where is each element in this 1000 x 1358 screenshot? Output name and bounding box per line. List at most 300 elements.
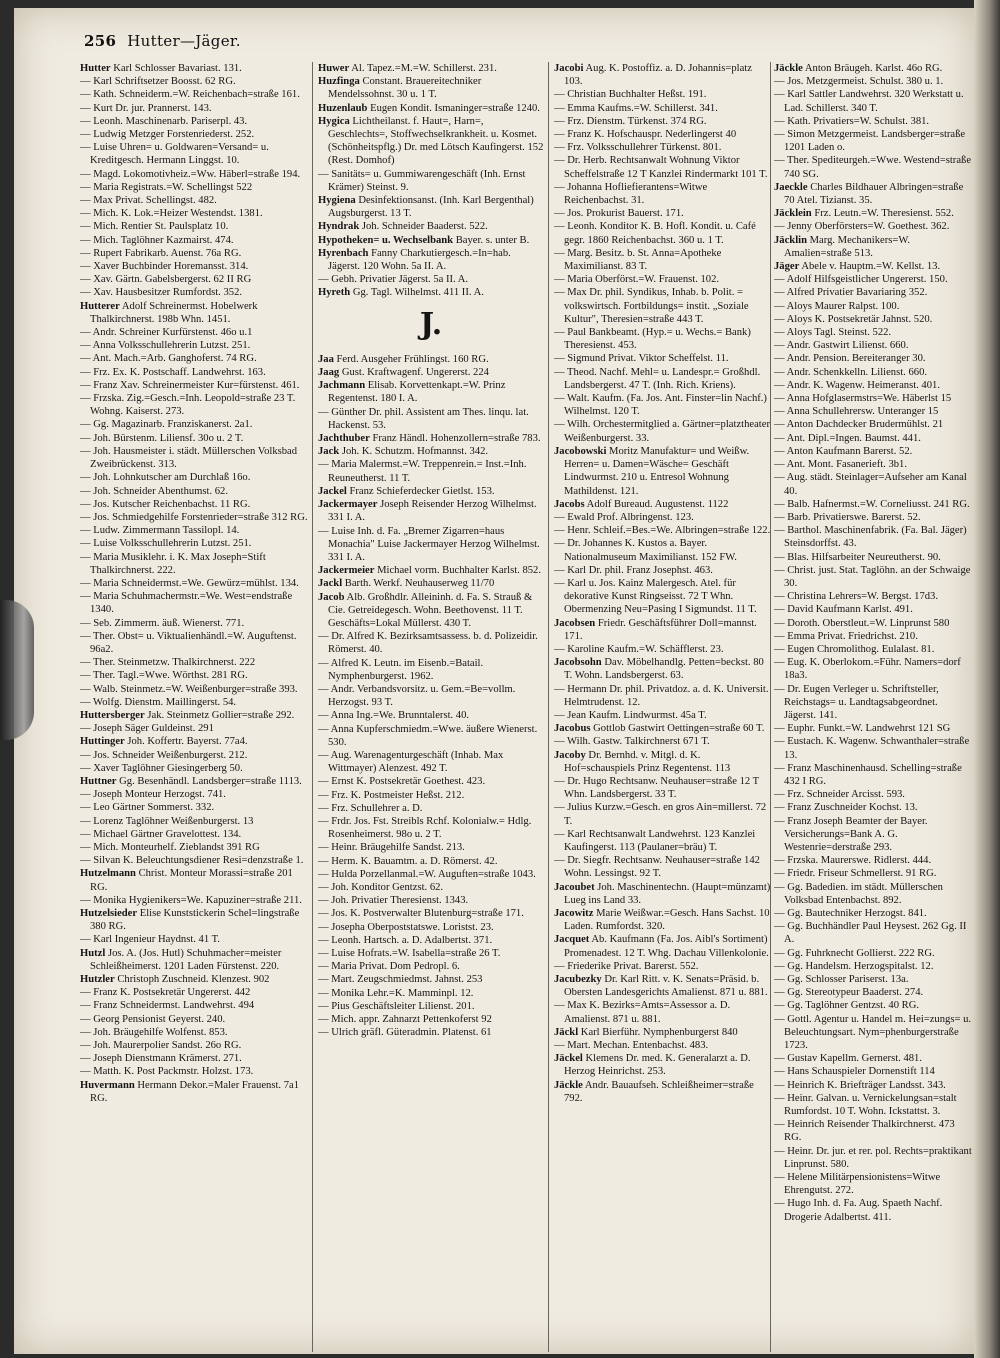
directory-entry <box>774 1052 972 1065</box>
entry-text: — Jenny Oberförsters=W. Goethest. 362. <box>774 221 950 233</box>
entry-text: Klemens Dr. med. K. Generalarzt a. D. Herzog Heinrichst. 253. <box>564 1053 751 1078</box>
entry-surname: Jäckle <box>554 1079 583 1091</box>
entry-text: Christoph Zuschneid. Klenzest. 902 <box>114 974 270 986</box>
directory-entry <box>80 590 308 616</box>
directory-entry <box>318 498 544 524</box>
directory-entry <box>774 735 972 761</box>
directory-entry <box>80 551 308 577</box>
entry-text: — Jos. K. Postverwalter Blutenburg=straße 171. <box>318 908 524 920</box>
entry-text: — Anna Kupferschmiedm.=Wwe. äußere Wienerst. 530. <box>318 723 538 748</box>
directory-entry <box>774 999 972 1012</box>
entry-text: — Maria Musiklehr. i. K. Max Joseph=Stift Thalkirchnerst. 222. <box>80 551 266 576</box>
directory-entry <box>318 749 544 775</box>
entry-surname: Jäcklein <box>774 208 812 220</box>
entry-text: — Max K. Bezirks=Amts=Assessor a. D. Amalienst. 871 u. 881. <box>554 1000 731 1025</box>
directory-entry <box>318 194 544 220</box>
directory-entry <box>318 102 544 115</box>
entry-text: — Leonh. Hartsch. a. D. Adalbertst. 371. <box>318 934 493 946</box>
directory-entry <box>774 234 972 260</box>
directory-entry <box>80 735 308 748</box>
directory-entry <box>774 445 972 458</box>
directory-entry <box>774 1171 972 1197</box>
entry-text: — Andr. Gastwirt Lilienst. 660. <box>774 340 909 352</box>
directory-entry <box>80 1065 308 1078</box>
entry-text: — David Kaufmann Karlst. 491. <box>774 604 913 616</box>
directory-entry <box>554 854 772 880</box>
entry-surname: Jachmann <box>318 380 366 392</box>
entry-text: — Joh. Lohnkutscher am Durchlaß 16o. <box>80 472 251 484</box>
entry-text: — Walt. Kaufm. (Fa. Jos. Ant. Finster=lin Nachf.) Wilhelmst. 120 T. <box>554 393 767 418</box>
entry-text: — Andr. K. Wagenw. Heimeranst. 401. <box>774 379 940 391</box>
directory-entry <box>774 339 972 352</box>
entry-text: Fanny Charkutiergesch.=In=hab. Jägerst. 120 Wohn. 5a II. A. <box>328 247 511 273</box>
entry-text: — Pius Geschäftsleiter Lilienst. 201. <box>318 1000 475 1012</box>
entry-surname: Jäckl <box>554 1026 579 1038</box>
entry-text: Lichtheilanst. f. Haut=, Harn=, Geschlechts=, Stoffwechselkrankheit. u. Kosmet. (Schönheitspflg.) Dr. med Lötsch Kaufingerst. 152 (Rest. Domhof) <box>328 115 544 167</box>
entry-text: — Eustach. K. Wagenw. Schwanthaler=straße 13. <box>774 736 970 761</box>
entry-text: Joh. Schneider Baaderst. 522. <box>359 221 488 233</box>
directory-entry <box>774 366 972 379</box>
entry-text: — Joh. Konditor Gentzst. 62. <box>318 881 444 893</box>
entry-text: — Kurt Dr. jur. Prannerst. 143. <box>80 102 212 114</box>
entry-surname: Jacob <box>318 591 345 603</box>
directory-entry <box>554 352 772 365</box>
directory-entry <box>80 867 308 893</box>
entry-text: — Andr. Verbandsvorsitz. u. Gem.=Be=vollm. Herzogst. 93 T. <box>318 683 516 709</box>
entry-text: — Heinr. Galvan. u. Vernickelungsan=stalt Rumfordst. 10 T. Wohn. Ickstattst. 3. <box>774 1092 957 1118</box>
directory-entry <box>80 366 308 379</box>
entry-text: Ab. Kaufmann (Fa. Jos. Aibl's Sortiment) Promenadest. 12 T. Whg. Dachau Villenkolonie. <box>564 934 769 959</box>
entry-surname: Jacobsen <box>554 617 596 629</box>
entry-text: — Matth. K. Post Packmstr. Holzst. 173. <box>80 1066 254 1078</box>
directory-entry <box>80 1026 308 1039</box>
directory-entry <box>774 722 972 735</box>
entry-text: — Sigmund Privat. Viktor Scheffelst. 11. <box>554 353 729 365</box>
entry-surname: Jäcklin <box>774 234 807 246</box>
directory-entry <box>774 313 972 326</box>
entry-text: — Anton Dachdecker Brudermühlst. 21 <box>774 419 944 431</box>
entry-text: — Christian Buchhalter Heßst. 191. <box>554 89 707 101</box>
directory-entry <box>774 326 972 339</box>
directory-entry <box>80 247 308 260</box>
directory-entry <box>80 775 308 788</box>
column-2 <box>318 62 544 1039</box>
directory-entry <box>774 128 972 154</box>
entry-text: — Ernst K. Postsekretär Goethest. 423. <box>318 776 486 788</box>
entry-text: Moritz Manufaktur= und Weißw. Herren= u. Damen=Wäsche= Geschäft Lindwurmst. 210 u. Entresol Wohnung Mathildenst. 121. <box>564 445 750 497</box>
directory-entry <box>318 855 544 868</box>
directory-entry <box>774 1118 972 1144</box>
directory-entry <box>318 445 544 458</box>
entry-surname: Jacobi <box>554 63 584 74</box>
entry-surname: Hutzelsieder <box>80 908 138 919</box>
directory-entry <box>80 352 308 365</box>
directory-entry <box>554 511 772 524</box>
entry-text: — Maria Malermst.=W. Treppenrein.= Inst.=Inh. Reuneutherst. 11 T. <box>318 459 527 484</box>
entry-text: — Heinr. Dr. jur. et rer. pol. Rechts=praktikant Linprunst. 580. <box>774 1145 972 1170</box>
directory-entry <box>80 1013 308 1026</box>
directory-entry <box>774 418 972 431</box>
entry-text: — Alfred Privatier Bavariaring 352. <box>774 287 928 299</box>
directory-entry <box>774 1065 972 1078</box>
directory-entry <box>80 986 308 999</box>
entry-text: — Frz. Schullehrer a. D. <box>318 802 423 814</box>
entry-text: — Kath. Privatiers=W. Schulst. 381. <box>774 115 930 127</box>
entry-text: — Frz. Volksschullehrer Türkenst. 801. <box>554 142 722 154</box>
entry-text: — Leonh. Konditor K. B. Hofl. Kondit. u. Café gegr. 1860 Reichenbachst. 360 u. 1 T. <box>554 221 756 246</box>
entry-text: — Dr. Siegfr. Rechtsanw. Neuhauser=straße 142 Wohn. Lessingst. 92 T. <box>554 855 760 880</box>
page-title: Hutter—Jäger. <box>127 32 241 50</box>
directory-entry <box>318 815 544 841</box>
directory-entry <box>318 921 544 934</box>
entry-text: Andr. Bauaufseh. Schleißheimer=straße 792. <box>564 1079 754 1104</box>
entry-text: — Gg. Taglöhner Gentzst. 40 RG. <box>774 1000 920 1012</box>
directory-entry <box>554 973 772 999</box>
directory-entry <box>318 987 544 1000</box>
directory-entry <box>318 525 544 565</box>
entry-text: — Joseph Monteur Herzogst. 741. <box>80 789 226 801</box>
directory-entry <box>80 418 308 431</box>
entry-text: — Herm. K. Bauamtm. a. D. Römerst. 42. <box>318 855 498 867</box>
entry-text: — Magd. Lokomotivheiz.=Ww. Häberl=straße 194. <box>80 168 301 180</box>
directory-entry <box>554 1026 772 1039</box>
entry-text: — Hans Schauspieler Dornenstift 114 <box>774 1066 935 1078</box>
binder-clip <box>0 600 34 740</box>
directory-entry <box>80 973 308 986</box>
entry-text: Jos. A. (Jos. Hutl) Schuhmacher=meister Schleißheimerst. 1201 Laden Fürstenst. 220. <box>90 947 282 972</box>
entry-text: Alb. Großhdlr. Alleininh. d. Fa. S. Strauß & Cie. Getreidegesch. Wohn. Beethovenst. 11 T. Geschäfts=Lokal Müllerst. 430 T. <box>328 591 533 629</box>
directory-entry <box>774 379 972 392</box>
directory-entry <box>318 973 544 986</box>
column-divider <box>770 62 771 1352</box>
entry-text: — Anna Schullehrersw. Unteranger 15 <box>774 406 939 418</box>
entry-text: — Frz. Schneider Arcisst. 593. <box>774 789 905 801</box>
entry-text: — Wilh. Orchestermitglied a. Gärtner=platztheater Weißenburgerst. 33. <box>554 419 770 444</box>
entry-text: — Frdr. Jos. Fst. Streibls Rchf. Kolonialw.= Hdlg. Rosenheimerst. 98o u. 2 T. <box>318 815 532 841</box>
entry-text: Bayer. s. unter B. <box>453 234 530 246</box>
entry-text: — Jos. Kutscher Reichenbachst. 11 RG. <box>80 498 251 510</box>
directory-entry <box>80 630 308 656</box>
directory-entry <box>80 286 308 299</box>
directory-entry <box>774 564 972 590</box>
directory-entry <box>774 881 972 907</box>
entry-text: — Maria Schuhmachermstr.=We. West=endstraße 1340. <box>80 591 293 616</box>
directory-entry <box>80 894 308 907</box>
entry-surname: Hutter <box>80 63 111 74</box>
entry-text: — Wolfg. Dienstm. Maillingerst. 54. <box>80 696 237 708</box>
directory-entry <box>554 154 772 180</box>
directory-entry <box>774 392 972 405</box>
directory-entry <box>554 683 772 709</box>
directory-entry <box>318 366 544 379</box>
entry-text: — Jos. Metzgermeist. Schulst. 380 u. 1. <box>774 76 944 88</box>
directory-entry <box>80 709 308 722</box>
entry-text: Michael vorm. Buchhalter Karlst. 852. <box>374 565 541 577</box>
directory-entry <box>774 498 972 511</box>
directory-entry <box>554 656 772 682</box>
directory-entry <box>554 749 772 775</box>
directory-entry <box>774 524 972 550</box>
entry-text: — Ther. Spediteurgeh.=Wwe. Westend=straße 740 SG. <box>774 155 972 180</box>
entry-text: — Silvan K. Beleuchtungsdiener Resi=denzstraße 1. <box>80 855 304 867</box>
directory-entry <box>80 669 308 682</box>
entry-text: — Emma Kaufms.=W. Schillerst. 341. <box>554 102 718 114</box>
directory-entry <box>80 75 308 88</box>
entry-text: Karl Schlosser Bavariast. 131. <box>110 63 242 74</box>
entry-text: — Luise Inh. d. Fa. „Bremer Zigarren=haus Monachia" Luise Jackermayer Herzog Wilhelmst. 331 I. A. <box>318 525 540 563</box>
entry-text: — Anton Kaufmann Barerst. 52. <box>774 445 913 457</box>
entry-text: Friedr. Geschäftsführer Doll=mannst. 171. <box>564 617 757 642</box>
directory-entry <box>554 617 772 643</box>
entry-text: — Gg. Stereotypeur Baaderst. 274. <box>774 987 924 999</box>
entry-text: — Maria Registrats.=W. Schellingst 522 <box>80 181 253 193</box>
entry-text: Charles Bildhauer Albringen=straße 70 Atel. Tizianst. 35. <box>784 181 964 207</box>
directory-entry <box>80 102 308 115</box>
directory-entry <box>554 881 772 907</box>
entry-surname: Jaeckle <box>774 181 808 193</box>
directory-entry <box>318 683 544 709</box>
directory-entry <box>80 181 308 194</box>
directory-entry <box>554 1039 772 1052</box>
entry-text: Jak. Steinmetz Gollier=straße 292. <box>144 709 295 721</box>
directory-entry <box>774 683 972 723</box>
directory-entry <box>318 458 544 484</box>
entry-text: — Karl Ingenieur Haydnst. 41 T. <box>80 934 220 946</box>
entry-text: — Balb. Hafnermst.=W. Corneliusst. 241 RG. <box>774 498 970 510</box>
directory-entry <box>774 273 972 286</box>
column-divider <box>548 62 549 1352</box>
entry-text: Gg. Tagl. Wilhelmst. 411 II. A. <box>350 287 484 299</box>
entry-text: — Heinr. Bräugehilfe Sandst. 213. <box>318 842 465 854</box>
directory-entry <box>318 432 544 445</box>
entry-text: — Joseph Säger Guldeinst. 291 <box>80 723 214 735</box>
directory-entry <box>80 326 308 339</box>
entry-text: — Max Privat. Schellingst. 482. <box>80 195 217 207</box>
directory-entry <box>554 524 772 537</box>
entry-text: — Adolf Hilfsgeistlicher Ungererst. 150. <box>774 274 948 286</box>
entry-text: — Xav. Hausbesitzer Rumfordst. 352. <box>80 287 243 299</box>
entry-text: — Xaver Buchbinder Horemansst. 314. <box>80 261 249 273</box>
entry-surname: Hygiena <box>318 195 356 207</box>
directory-entry <box>554 247 772 273</box>
entry-text: — Friedr. Friseur Schmellerst. 91 RG. <box>774 868 937 880</box>
directory-entry <box>554 181 772 207</box>
directory-entry <box>554 933 772 959</box>
entry-text: — Maria Schneidermst.=We. Gewürz=mühlst. 134. <box>80 577 299 589</box>
directory-entry <box>774 617 972 630</box>
entry-text: — Leonh. Maschinenarb. Pariserpl. 43. <box>80 115 248 127</box>
entry-text: Karl Bierführ. Nymphenburgerst 840 <box>578 1026 738 1038</box>
entry-text: — Emma Privat. Friedrichst. 210. <box>774 630 918 642</box>
entry-surname: Jacobus <box>554 723 591 735</box>
directory-entry <box>80 339 308 352</box>
directory-entry <box>80 485 308 498</box>
entry-text: — Joh. Bürstenm. Liliensf. 30o u. 2 T. <box>80 432 244 444</box>
entry-text: — Aloys K. Postsekretär Jahnst. 520. <box>774 313 933 325</box>
entry-surname: Huzfinga <box>318 76 360 88</box>
entry-text: Elisab. Korvettenkapt.=W. Prinz Regentenst. 180 I. A. <box>328 380 506 405</box>
directory-entry <box>554 115 772 128</box>
entry-text: Eugen Kondit. Ismaninger=straße 1240. <box>367 102 540 114</box>
entry-text: Gust. Kraftwagenf. Ungererst. 224 <box>339 367 489 379</box>
entry-text: — Karl Sattler Landwehrst. 320 Werkstatt u. Lad. Schillerst. 340 T. <box>774 89 964 114</box>
entry-text: — Walb. Steinmetz.=W. Weißenburger=straße 393. <box>80 683 298 695</box>
directory-entry <box>80 62 308 75</box>
directory-entry <box>774 511 972 524</box>
entry-text: — Wilh. Gastw. Talkirchnerst 671 T. <box>554 736 710 748</box>
directory-entry <box>774 973 972 986</box>
entry-surname: Huzenlaub <box>318 102 368 114</box>
directory-entry <box>554 828 772 854</box>
entry-text: — Gg. Badedien. im städt. Müllerschen Volksbad Entenbachst. 892. <box>774 881 943 906</box>
directory-entry <box>318 1013 544 1026</box>
directory-entry <box>80 141 308 167</box>
entry-text: Gottlob Gastwirt Oettingen=straße 60 T. <box>590 723 765 735</box>
entry-text: — Franz K. Hofschauspr. Nederlingerst 40 <box>554 129 737 141</box>
entry-text: — Franz Maschinenhausd. Schelling=straße 432 I RG. <box>774 762 962 787</box>
directory-entry <box>80 260 308 273</box>
directory-entry <box>80 1052 308 1065</box>
entry-surname: Hutterer <box>80 300 120 312</box>
page-header <box>84 32 241 50</box>
entry-surname: Jackl <box>318 578 343 590</box>
directory-entry <box>554 445 772 498</box>
entry-text: — Christina Lehrers=W. Bergst. 17d3. <box>774 591 938 603</box>
directory-entry <box>318 273 544 286</box>
directory-page <box>14 8 974 1354</box>
entry-text: Joh. K. Schutzm. Hofmannst. 342. <box>339 446 489 458</box>
entry-text: — Frzska. Maurerswe. Ridlerst. 444. <box>774 855 932 867</box>
entry-surname: Hutzl <box>80 947 106 959</box>
entry-text: — Blas. Hilfsarbeiter Neureutherst. 90. <box>774 551 941 563</box>
column-1 <box>80 62 308 1105</box>
directory-entry <box>774 88 972 114</box>
directory-entry <box>554 722 772 735</box>
entry-text: — Leo Gärtner Sommerst. 332. <box>80 802 215 814</box>
entry-text: Desinfektionsanst. (Inh. Karl Bergenthal) Augsburgerst. 13 T. <box>328 195 534 220</box>
entry-surname: Hyreth <box>318 287 351 299</box>
column-divider <box>312 62 313 1352</box>
entry-text: — Dr. Herb. Rechtsanwalt Wohnung Viktor Scheffelstraße 12 T Kanzlei Rindermarkt 101 T. <box>554 155 768 180</box>
directory-entry <box>554 1079 772 1105</box>
directory-entry <box>318 868 544 881</box>
directory-entry <box>318 947 544 960</box>
entry-surname: Hutzelmann <box>80 868 136 880</box>
directory-entry <box>318 630 544 656</box>
directory-entry <box>318 485 544 498</box>
section-letter: J. <box>419 306 443 342</box>
directory-entry <box>774 788 972 801</box>
directory-entry <box>318 379 544 405</box>
directory-entry <box>80 1039 308 1052</box>
entry-text: — Günther Dr. phil. Assistent am Thes. linqu. lat. Hackenst. 53. <box>318 406 529 431</box>
directory-entry <box>318 353 544 366</box>
directory-entry <box>80 815 308 828</box>
entry-text: Ferd. Ausgeher Frühlingst. 160 RG. <box>333 353 489 365</box>
directory-entry <box>80 907 308 933</box>
directory-entry <box>774 815 972 855</box>
entry-text: — Mart. Mechan. Entenbachst. 483. <box>554 1040 709 1052</box>
entry-text: — Georg Pensionist Geyerst. 240. <box>80 1013 226 1025</box>
directory-entry <box>80 379 308 392</box>
directory-entry <box>554 418 772 444</box>
directory-entry <box>80 432 308 445</box>
entry-text: — Seb. Zimmerm. äuß. Wienerst. 771. <box>80 617 245 629</box>
entry-text: — Barb. Privatierswe. Barerst. 52. <box>774 511 921 523</box>
entry-surname: Jacoubet <box>554 881 595 893</box>
directory-entry <box>554 1052 772 1078</box>
entry-text: Dav. Möbelhandlg. Petten=beckst. 80 T. Wohn. Landsbergerst. 63. <box>564 657 764 682</box>
directory-entry <box>80 828 308 841</box>
directory-entry <box>80 88 308 101</box>
directory-entry <box>554 775 772 801</box>
page-number: 256 <box>84 32 117 50</box>
entry-text: — Luise Uhren= u. Goldwaren=Versand= u. Kreditgesch. Hermann Linggst. 10. <box>80 142 269 167</box>
entry-text: — Johanna Hofliefierantens=Witwe Reichenbachst. 31. <box>554 181 708 207</box>
entry-text: — Mich. appr. Zahnarzt Pettenkoferst 92 <box>318 1014 492 1026</box>
directory-entry <box>774 1013 972 1053</box>
entry-text: — Ant. Mach.=Arb. Ganghoferst. 74 RG. <box>80 353 257 365</box>
directory-entry <box>318 789 544 802</box>
entry-text: — Gg. Schlosser Pariserst. 13a. <box>774 974 909 986</box>
directory-entry <box>554 643 772 656</box>
entry-text: — Franz Zuschneider Kochst. 13. <box>774 802 918 814</box>
entry-text: — Christ. just. Stat. Taglöhn. an der Schwaige 30. <box>774 564 971 589</box>
directory-entry <box>80 128 308 141</box>
directory-entry <box>80 841 308 854</box>
directory-entry <box>318 1000 544 1013</box>
entry-surname: Jackermeier <box>318 565 375 577</box>
entry-text: — Xav. Gärtn. Gabelsbergerst. 62 II RG <box>80 274 252 286</box>
entry-text: — Sanitäts= u. Gummiwarengeschäft (Inh. Ernst Krämer) Steinst. 9. <box>318 168 526 193</box>
entry-surname: Jäckle <box>774 63 803 74</box>
entry-surname: Huvermann <box>80 1079 135 1091</box>
directory-entry <box>80 220 308 233</box>
directory-entry <box>554 366 772 392</box>
directory-entry <box>80 854 308 867</box>
entry-text: — Karl Rechtsanwalt Landwehrst. 123 Kanzlei Kaufingerst. 113 (Paulaner=bräu) T. <box>554 828 756 853</box>
directory-entry <box>774 154 972 180</box>
entry-surname: Hyrenbach <box>318 247 369 259</box>
directory-entry <box>80 722 308 735</box>
directory-entry <box>774 1079 972 1092</box>
entry-text: Christ. Monteur Morassi=straße 201 RG. <box>90 868 293 893</box>
entry-text: Dr. Karl Ritt. v. K. Senats=Präsid. b. Obersten Landesgerichts Amalienst. 871 u. 881. <box>564 974 768 999</box>
directory-entry <box>318 1026 544 1039</box>
entry-text: Marie Weißwar.=Gesch. Hans Sachst. 10 Laden. Rumfordst. 320. <box>564 908 770 933</box>
entry-text: — Frzska. Zig.=Gesch.=Inh. Leopold=straße 23 T. Wohng. Kaiserst. 273. <box>80 393 296 418</box>
entry-text: Franz Händl. Hohenzollern=straße 783. <box>369 433 541 445</box>
directory-entry <box>774 801 972 814</box>
entry-text: — Hugo Inh. d. Fa. Aug. Spaeth Nachf. Drogerie Adalbertst. 411. <box>774 1198 943 1223</box>
directory-entry <box>318 247 544 273</box>
directory-entry <box>774 656 972 682</box>
directory-entry <box>554 735 772 748</box>
directory-entry <box>774 986 972 999</box>
entry-text: — Ther. Obst= u. Viktualienhändl.=W. Auguftenst. 96a2. <box>80 630 297 655</box>
directory-entry <box>554 207 772 220</box>
directory-entry <box>554 88 772 101</box>
directory-entry <box>318 709 544 722</box>
entry-text: Frz. Leutn.=W. Theresienst. 552. <box>811 208 954 220</box>
directory-entry <box>554 102 772 115</box>
entry-text: — Dr. Eugen Verleger u. Schriftsteller, Reichstags= u. Landtagsabgeordnet. Jägerst. 141. <box>774 683 939 721</box>
entry-surname: Jackel <box>318 485 347 497</box>
entry-text: — Xaver Taglöhner Giesingerberg 50. <box>80 762 243 774</box>
entry-text: Hermann Dekor.=Maler Frauenst. 7a1 RG. <box>90 1079 299 1104</box>
directory-entry <box>80 749 308 762</box>
directory-entry <box>80 577 308 590</box>
